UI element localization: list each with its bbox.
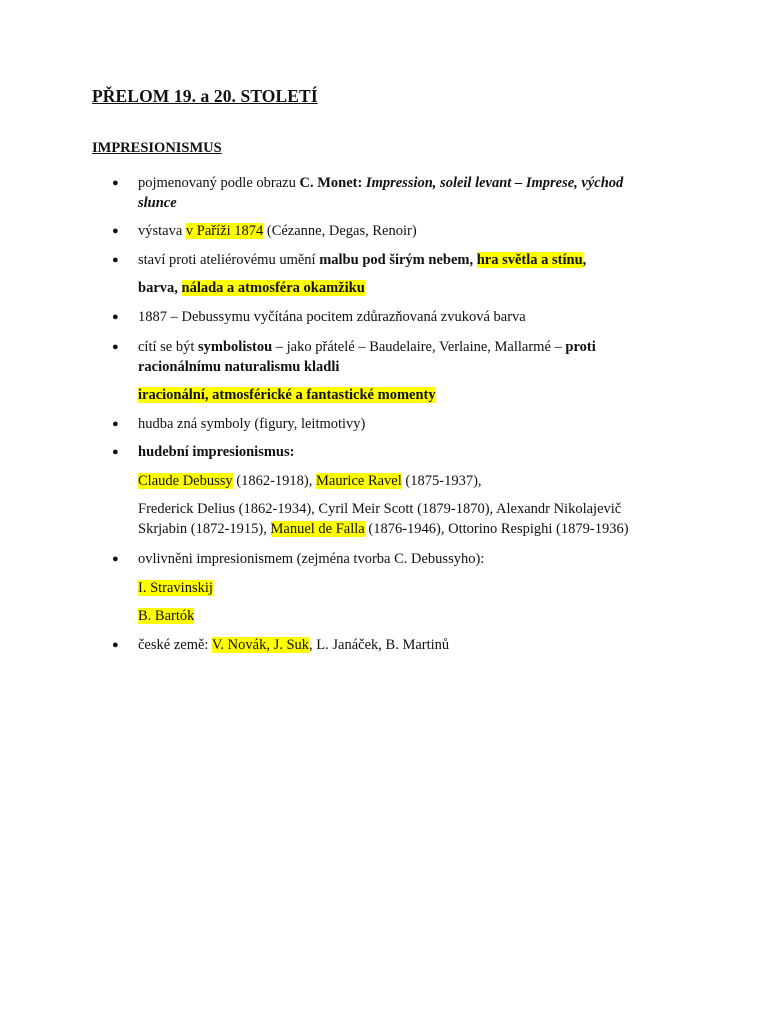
- bullet-icon: ●: [112, 311, 119, 323]
- highlight: I. Stravinskij: [138, 580, 213, 596]
- page-title: PŘELOM 19. a 20. STOLETÍ: [92, 86, 318, 106]
- bullet-icon: ●: [112, 553, 119, 565]
- item-text: (1862-1918),: [232, 473, 317, 489]
- list-item-continuation: [138, 578, 678, 598]
- list-item-continuation: [138, 385, 678, 405]
- item-text: cítí se být: [138, 339, 199, 355]
- bullet-icon: ●: [112, 177, 119, 189]
- item-text: – jako přátelé – Baudelaire, Verlaine, Mallarmé –: [272, 339, 566, 355]
- item-bold: barva,: [138, 280, 182, 296]
- highlight: B. Bartók: [138, 608, 195, 624]
- highlight: Claude Debussy: [138, 473, 233, 489]
- item-bold: malbu pod širým nebem,: [319, 252, 477, 268]
- item-text: , L. Janáček, B. Martinů: [309, 637, 450, 653]
- item-text: pojmenovaný podle obrazu: [138, 175, 300, 191]
- list-item-continuation: [138, 606, 678, 626]
- item-text: (1876-1946), Ottorino Respighi (1879-1936): [364, 521, 629, 537]
- bullet-icon: ●: [112, 341, 119, 353]
- highlight: Maurice Ravel: [316, 473, 402, 489]
- bullet-icon: ●: [112, 225, 119, 237]
- item-bold-italic: Impression, soleil levant – Imprese, východ: [365, 175, 624, 191]
- highlight: v Paříži 1874: [185, 223, 264, 239]
- item-bold: proti: [565, 339, 596, 355]
- item-text: (1875-1937),: [401, 473, 482, 489]
- list-item: [112, 250, 678, 270]
- section-heading: IMPRESIONISMUS: [92, 140, 222, 156]
- item-bold: symbolistou: [198, 339, 273, 355]
- item-bold: ,: [582, 252, 587, 268]
- list-item: [112, 307, 678, 327]
- item-bold-line2: racionálnímu naturalismu kladli: [138, 359, 340, 375]
- highlight: V. Novák, J. Suk: [211, 637, 310, 653]
- bullet-icon: ●: [112, 639, 119, 651]
- list-item: [112, 173, 678, 213]
- highlight: Manuel de Falla: [270, 521, 365, 537]
- list-item-continuation: [138, 499, 698, 539]
- item-text: 1887 – Debussymu vyčítána pocitem zdůrazňovaná zvuková barva: [138, 309, 526, 325]
- list-item: [112, 414, 678, 434]
- list-item: [112, 442, 678, 462]
- list-item: [112, 221, 678, 241]
- item-bold: hudební impresionismus:: [138, 444, 295, 460]
- item-text: hudba zná symboly (figury, leitmotivy): [138, 416, 366, 432]
- list-item-continuation: [138, 471, 678, 491]
- item-text: Skrjabin (1872-1915),: [138, 521, 271, 537]
- bullet-icon: ●: [112, 254, 119, 266]
- highlight-bold: nálada a atmosféra okamžiku: [181, 280, 365, 296]
- item-text: staví proti ateliérovému umění: [138, 252, 320, 268]
- item-text: (Cézanne, Degas, Renoir): [263, 223, 417, 239]
- bullet-icon: ●: [112, 446, 119, 458]
- bullet-icon: ●: [112, 418, 119, 430]
- item-text: české země:: [138, 637, 212, 653]
- highlight-bold: iracionální, atmosférické a fantastické momenty: [138, 387, 436, 403]
- highlight-bold: hra světla a stínu: [476, 252, 583, 268]
- item-bold-italic-line2: slunce: [138, 195, 177, 211]
- list-item: [112, 337, 678, 377]
- item-text: Frederick Delius (1862-1934), Cyril Meir Scott (1879-1870), Alexandr Nikolajevič: [138, 501, 622, 517]
- item-text: výstava: [138, 223, 186, 239]
- item-bold: C. Monet:: [299, 175, 366, 191]
- list-item: [112, 635, 678, 655]
- item-text: ovlivněni impresionismem (zejména tvorba C. Debussyho):: [138, 551, 485, 567]
- list-item-continuation: [138, 278, 678, 298]
- list-item: [112, 549, 678, 569]
